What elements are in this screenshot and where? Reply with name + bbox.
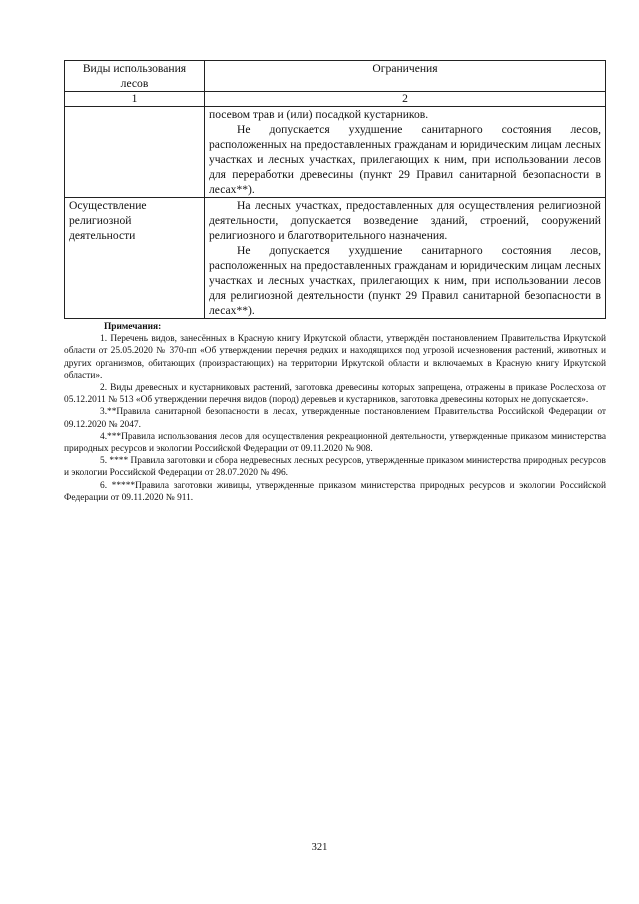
header-col-restrictions: Ограничения [205, 61, 606, 92]
note-item: 1. Перечень видов, занесённых в Красную книгу Иркутской области, утверждён постановлением Правительства Иркутской области от 25.05.2020 № 370-пп «Об утверждении перечня редких и находящихся под угрозой исчезновения растений, животных и других организмов, обитающих (произрастающих) на территории Иркутской области и включаемых в Красную книгу Иркутской области». [64, 334, 606, 381]
note-item: 2. Виды древесных и кустарниковых растений, заготовка древесины которых запрещена, отражены в приказе Рослесхоза от 05.12.2011 № 513 «Об утверждении перечня видов (пород) деревьев и кустарников, заготовка древесины которых не допускается». [64, 383, 606, 406]
column-number-1: 1 [65, 92, 205, 107]
note-item: 3.**Правила санитарной безопасности в лесах, утвержденные постановлением Правительства Российской Федерации от 09.12.2020 № 2047. [64, 407, 606, 430]
restriction-paragraph: посевом трав и (или) посадкой кустарников. [209, 108, 429, 121]
row-forest-use-name [65, 107, 205, 198]
document-page [64, 60, 606, 504]
note-item: 4.***Правила использования лесов для осуществления рекреационной деятельности, утвержденные приказом министерства природных ресурсов и экологии Российской Федерации от 09.11.2020 № 908. [64, 431, 606, 455]
restriction-paragraph: Не допускается ухудшение санитарного состояния лесов, расположенных на предоставленных гражданам и юридическим лицам лесных участках и лесных участках, прилегающих к ним, при использовании лесов для религиозной деятельности (пункт 29 Правил санитарной безопасности в лесах**). [209, 244, 601, 317]
note-item: 5. **** Правила заготовки и сбора недревесных лесных ресурсов, утвержденные приказом министерства природных ресурсов и экологии Российской Федерации от 28.07.2020 № 496. [64, 456, 606, 479]
header-col-forest-use: Виды использования лесов [65, 61, 205, 92]
row-restrictions [205, 198, 606, 319]
table-header-row [65, 61, 606, 92]
row-restrictions [205, 107, 606, 198]
note-item: 6. *****Правила заготовки живицы, утвержденные приказом министерства природных ресурсов и экологии Российской Федерации от 09.11.2020 № 911. [64, 480, 606, 503]
table-row [65, 198, 606, 319]
restriction-paragraph: На лесных участках, предоставленных для осуществления религиозной деятельности, допускается возведение зданий, строений, сооружений религиозного и благотворительного назначения. [209, 199, 601, 242]
notes-title: Примечания: [104, 322, 162, 332]
table-row [65, 107, 606, 198]
table-column-numbers-row [65, 92, 606, 107]
notes-section [64, 321, 606, 504]
column-number-2: 2 [205, 92, 606, 107]
forest-use-restrictions-table [64, 60, 606, 319]
row-forest-use-name: Осуществление религиозной деятельности [65, 198, 205, 319]
restriction-paragraph: Не допускается ухудшение санитарного состояния лесов, расположенных на предоставленных гражданам и юридическим лицам лесных участках и лесных участках, прилегающих к ним, при использовании лесов для переработки древесины (пункт 29 Правил санитарной безопасности в лесах**). [209, 123, 601, 196]
page-number: 321 [311, 842, 328, 853]
